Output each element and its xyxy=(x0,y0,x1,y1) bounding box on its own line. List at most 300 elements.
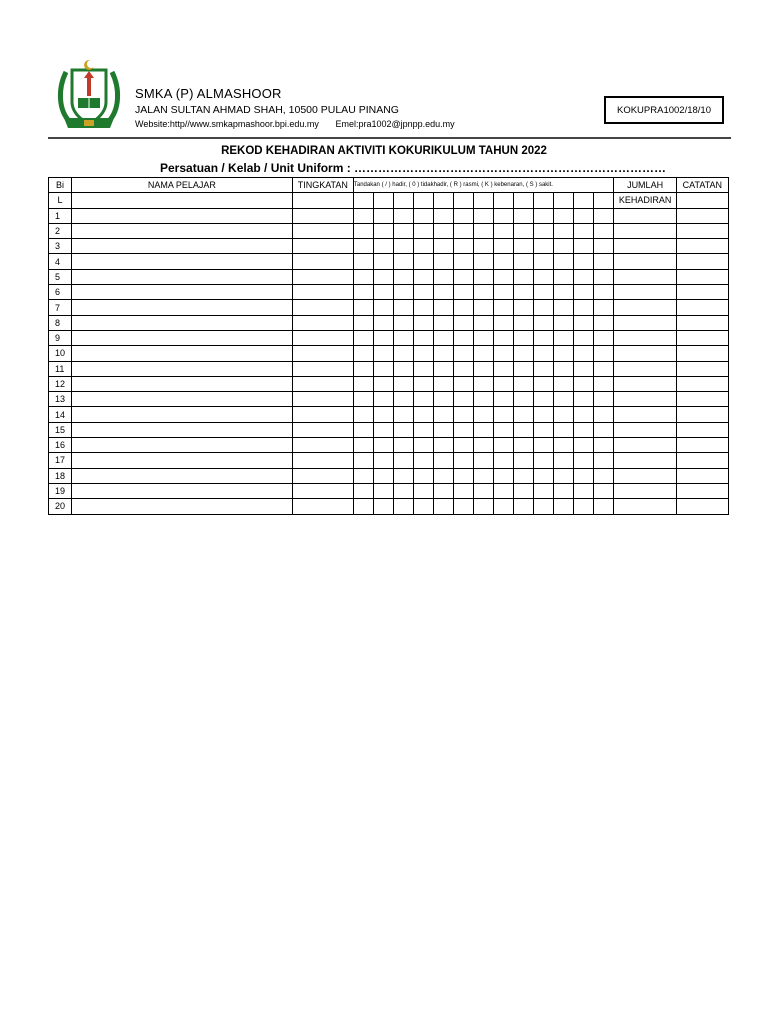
form-cell[interactable] xyxy=(292,254,353,269)
attendance-mark-cell[interactable] xyxy=(414,239,434,254)
attendance-mark-cell[interactable] xyxy=(554,315,574,330)
attendance-mark-cell[interactable] xyxy=(574,254,594,269)
attendance-mark-cell[interactable] xyxy=(454,453,474,468)
attendance-mark-cell[interactable] xyxy=(454,499,474,514)
attendance-mark-cell[interactable] xyxy=(454,254,474,269)
attendance-mark-cell[interactable] xyxy=(534,285,554,300)
attendance-mark-cell[interactable] xyxy=(514,361,534,376)
notes-cell[interactable] xyxy=(676,361,728,376)
attendance-mark-cell[interactable] xyxy=(434,407,454,422)
attendance-mark-cell[interactable] xyxy=(494,499,514,514)
student-name-cell[interactable] xyxy=(72,315,293,330)
attendance-mark-cell[interactable] xyxy=(373,468,393,483)
attendance-mark-cell[interactable] xyxy=(514,223,534,238)
attendance-mark-cell[interactable] xyxy=(554,453,574,468)
attendance-mark-cell[interactable] xyxy=(474,239,494,254)
attendance-mark-cell[interactable] xyxy=(434,346,454,361)
attendance-mark-cell[interactable] xyxy=(474,361,494,376)
attendance-mark-cell[interactable] xyxy=(454,392,474,407)
total-attendance-cell[interactable] xyxy=(614,468,676,483)
attendance-mark-cell[interactable] xyxy=(454,315,474,330)
attendance-mark-cell[interactable] xyxy=(494,407,514,422)
attendance-mark-cell[interactable] xyxy=(594,422,614,437)
attendance-mark-cell[interactable] xyxy=(474,422,494,437)
attendance-mark-cell[interactable] xyxy=(414,468,434,483)
attendance-mark-cell[interactable] xyxy=(393,285,413,300)
attendance-mark-cell[interactable] xyxy=(434,483,454,498)
attendance-mark-cell[interactable] xyxy=(414,392,434,407)
attendance-mark-cell[interactable] xyxy=(474,438,494,453)
attendance-mark-cell[interactable] xyxy=(353,300,373,315)
attendance-mark-cell[interactable] xyxy=(353,361,373,376)
attendance-mark-cell[interactable] xyxy=(494,239,514,254)
attendance-mark-cell[interactable] xyxy=(594,315,614,330)
attendance-mark-cell[interactable] xyxy=(434,330,454,345)
attendance-mark-cell[interactable] xyxy=(393,300,413,315)
student-name-cell[interactable] xyxy=(72,422,293,437)
attendance-mark-cell[interactable] xyxy=(393,315,413,330)
attendance-mark-cell[interactable] xyxy=(534,315,554,330)
attendance-mark-cell[interactable] xyxy=(373,483,393,498)
attendance-mark-cell[interactable] xyxy=(373,239,393,254)
form-cell[interactable] xyxy=(292,453,353,468)
attendance-mark-cell[interactable] xyxy=(534,223,554,238)
total-attendance-cell[interactable] xyxy=(614,346,676,361)
attendance-mark-cell[interactable] xyxy=(534,376,554,391)
attendance-mark-cell[interactable] xyxy=(414,346,434,361)
total-attendance-cell[interactable] xyxy=(614,483,676,498)
attendance-mark-cell[interactable] xyxy=(554,422,574,437)
attendance-mark-cell[interactable] xyxy=(373,315,393,330)
student-name-cell[interactable] xyxy=(72,300,293,315)
attendance-mark-cell[interactable] xyxy=(594,300,614,315)
attendance-mark-cell[interactable] xyxy=(574,315,594,330)
attendance-mark-cell[interactable] xyxy=(474,223,494,238)
attendance-mark-cell[interactable] xyxy=(594,468,614,483)
form-cell[interactable] xyxy=(292,223,353,238)
total-attendance-cell[interactable] xyxy=(614,438,676,453)
attendance-mark-cell[interactable] xyxy=(454,330,474,345)
attendance-mark-cell[interactable] xyxy=(554,483,574,498)
attendance-mark-cell[interactable] xyxy=(434,392,454,407)
attendance-mark-cell[interactable] xyxy=(434,376,454,391)
attendance-mark-cell[interactable] xyxy=(594,499,614,514)
attendance-mark-cell[interactable] xyxy=(393,346,413,361)
attendance-mark-cell[interactable] xyxy=(534,483,554,498)
attendance-mark-cell[interactable] xyxy=(393,223,413,238)
form-cell[interactable] xyxy=(292,499,353,514)
attendance-mark-cell[interactable] xyxy=(574,269,594,284)
attendance-mark-cell[interactable] xyxy=(373,300,393,315)
student-name-cell[interactable] xyxy=(72,376,293,391)
attendance-mark-cell[interactable] xyxy=(594,269,614,284)
attendance-mark-cell[interactable] xyxy=(534,208,554,223)
student-name-cell[interactable] xyxy=(72,499,293,514)
attendance-mark-cell[interactable] xyxy=(494,361,514,376)
attendance-mark-cell[interactable] xyxy=(534,407,554,422)
attendance-mark-cell[interactable] xyxy=(534,392,554,407)
attendance-mark-cell[interactable] xyxy=(414,361,434,376)
attendance-mark-cell[interactable] xyxy=(514,300,534,315)
attendance-mark-cell[interactable] xyxy=(554,438,574,453)
attendance-mark-cell[interactable] xyxy=(514,483,534,498)
attendance-mark-cell[interactable] xyxy=(353,239,373,254)
attendance-mark-cell[interactable] xyxy=(574,483,594,498)
attendance-mark-cell[interactable] xyxy=(534,453,554,468)
attendance-mark-cell[interactable] xyxy=(454,239,474,254)
form-cell[interactable] xyxy=(292,239,353,254)
attendance-mark-cell[interactable] xyxy=(434,499,454,514)
attendance-mark-cell[interactable] xyxy=(434,361,454,376)
attendance-mark-cell[interactable] xyxy=(554,330,574,345)
attendance-mark-cell[interactable] xyxy=(554,468,574,483)
attendance-mark-cell[interactable] xyxy=(474,254,494,269)
attendance-mark-cell[interactable] xyxy=(594,223,614,238)
student-name-cell[interactable] xyxy=(72,392,293,407)
attendance-mark-cell[interactable] xyxy=(534,300,554,315)
attendance-mark-cell[interactable] xyxy=(373,285,393,300)
attendance-mark-cell[interactable] xyxy=(554,499,574,514)
notes-cell[interactable] xyxy=(676,208,728,223)
attendance-mark-cell[interactable] xyxy=(554,361,574,376)
notes-cell[interactable] xyxy=(676,269,728,284)
attendance-mark-cell[interactable] xyxy=(434,208,454,223)
attendance-mark-cell[interactable] xyxy=(393,392,413,407)
attendance-mark-cell[interactable] xyxy=(574,438,594,453)
notes-cell[interactable] xyxy=(676,239,728,254)
attendance-mark-cell[interactable] xyxy=(594,407,614,422)
form-cell[interactable] xyxy=(292,407,353,422)
notes-cell[interactable] xyxy=(676,422,728,437)
attendance-mark-cell[interactable] xyxy=(414,315,434,330)
attendance-mark-cell[interactable] xyxy=(514,254,534,269)
attendance-mark-cell[interactable] xyxy=(534,422,554,437)
attendance-mark-cell[interactable] xyxy=(534,346,554,361)
form-cell[interactable] xyxy=(292,300,353,315)
attendance-mark-cell[interactable] xyxy=(494,300,514,315)
attendance-mark-cell[interactable] xyxy=(353,392,373,407)
attendance-mark-cell[interactable] xyxy=(414,499,434,514)
attendance-mark-cell[interactable] xyxy=(554,407,574,422)
attendance-mark-cell[interactable] xyxy=(393,330,413,345)
attendance-mark-cell[interactable] xyxy=(373,361,393,376)
attendance-mark-cell[interactable] xyxy=(353,422,373,437)
attendance-mark-cell[interactable] xyxy=(373,254,393,269)
attendance-mark-cell[interactable] xyxy=(373,392,393,407)
attendance-mark-cell[interactable] xyxy=(574,392,594,407)
attendance-mark-cell[interactable] xyxy=(514,468,534,483)
attendance-mark-cell[interactable] xyxy=(434,422,454,437)
notes-cell[interactable] xyxy=(676,330,728,345)
attendance-mark-cell[interactable] xyxy=(474,300,494,315)
attendance-mark-cell[interactable] xyxy=(414,223,434,238)
attendance-mark-cell[interactable] xyxy=(494,315,514,330)
total-attendance-cell[interactable] xyxy=(614,499,676,514)
student-name-cell[interactable] xyxy=(72,269,293,284)
student-name-cell[interactable] xyxy=(72,239,293,254)
attendance-mark-cell[interactable] xyxy=(373,453,393,468)
attendance-mark-cell[interactable] xyxy=(474,483,494,498)
attendance-mark-cell[interactable] xyxy=(574,361,594,376)
total-attendance-cell[interactable] xyxy=(614,315,676,330)
attendance-mark-cell[interactable] xyxy=(353,438,373,453)
attendance-mark-cell[interactable] xyxy=(353,407,373,422)
attendance-mark-cell[interactable] xyxy=(474,392,494,407)
attendance-mark-cell[interactable] xyxy=(414,438,434,453)
attendance-mark-cell[interactable] xyxy=(454,300,474,315)
student-name-cell[interactable] xyxy=(72,208,293,223)
attendance-mark-cell[interactable] xyxy=(474,468,494,483)
attendance-mark-cell[interactable] xyxy=(414,254,434,269)
attendance-mark-cell[interactable] xyxy=(534,330,554,345)
attendance-mark-cell[interactable] xyxy=(554,346,574,361)
attendance-mark-cell[interactable] xyxy=(353,468,373,483)
attendance-mark-cell[interactable] xyxy=(554,239,574,254)
attendance-mark-cell[interactable] xyxy=(474,346,494,361)
total-attendance-cell[interactable] xyxy=(614,208,676,223)
attendance-mark-cell[interactable] xyxy=(514,285,534,300)
attendance-mark-cell[interactable] xyxy=(353,285,373,300)
attendance-mark-cell[interactable] xyxy=(414,376,434,391)
attendance-mark-cell[interactable] xyxy=(574,422,594,437)
notes-cell[interactable] xyxy=(676,483,728,498)
attendance-mark-cell[interactable] xyxy=(514,330,534,345)
attendance-mark-cell[interactable] xyxy=(494,453,514,468)
attendance-mark-cell[interactable] xyxy=(514,208,534,223)
attendance-mark-cell[interactable] xyxy=(353,330,373,345)
attendance-mark-cell[interactable] xyxy=(393,468,413,483)
form-cell[interactable] xyxy=(292,315,353,330)
attendance-mark-cell[interactable] xyxy=(393,361,413,376)
attendance-mark-cell[interactable] xyxy=(353,315,373,330)
attendance-mark-cell[interactable] xyxy=(594,392,614,407)
notes-cell[interactable] xyxy=(676,300,728,315)
attendance-mark-cell[interactable] xyxy=(454,361,474,376)
student-name-cell[interactable] xyxy=(72,407,293,422)
attendance-mark-cell[interactable] xyxy=(434,269,454,284)
attendance-mark-cell[interactable] xyxy=(554,269,574,284)
attendance-mark-cell[interactable] xyxy=(393,483,413,498)
total-attendance-cell[interactable] xyxy=(614,239,676,254)
attendance-mark-cell[interactable] xyxy=(454,438,474,453)
attendance-mark-cell[interactable] xyxy=(434,468,454,483)
attendance-mark-cell[interactable] xyxy=(514,438,534,453)
attendance-mark-cell[interactable] xyxy=(494,483,514,498)
attendance-mark-cell[interactable] xyxy=(353,223,373,238)
attendance-mark-cell[interactable] xyxy=(454,269,474,284)
attendance-mark-cell[interactable] xyxy=(514,453,534,468)
attendance-mark-cell[interactable] xyxy=(454,407,474,422)
student-name-cell[interactable] xyxy=(72,330,293,345)
attendance-mark-cell[interactable] xyxy=(373,346,393,361)
attendance-mark-cell[interactable] xyxy=(574,239,594,254)
form-cell[interactable] xyxy=(292,208,353,223)
student-name-cell[interactable] xyxy=(72,254,293,269)
attendance-mark-cell[interactable] xyxy=(393,269,413,284)
attendance-mark-cell[interactable] xyxy=(474,285,494,300)
attendance-mark-cell[interactable] xyxy=(414,453,434,468)
attendance-mark-cell[interactable] xyxy=(494,269,514,284)
attendance-mark-cell[interactable] xyxy=(393,407,413,422)
attendance-mark-cell[interactable] xyxy=(414,330,434,345)
attendance-mark-cell[interactable] xyxy=(393,453,413,468)
attendance-mark-cell[interactable] xyxy=(514,315,534,330)
attendance-mark-cell[interactable] xyxy=(514,269,534,284)
attendance-mark-cell[interactable] xyxy=(594,330,614,345)
attendance-mark-cell[interactable] xyxy=(594,239,614,254)
attendance-mark-cell[interactable] xyxy=(494,346,514,361)
attendance-mark-cell[interactable] xyxy=(353,376,373,391)
student-name-cell[interactable] xyxy=(72,453,293,468)
attendance-mark-cell[interactable] xyxy=(393,438,413,453)
attendance-mark-cell[interactable] xyxy=(554,300,574,315)
attendance-mark-cell[interactable] xyxy=(494,438,514,453)
attendance-mark-cell[interactable] xyxy=(414,285,434,300)
total-attendance-cell[interactable] xyxy=(614,376,676,391)
attendance-mark-cell[interactable] xyxy=(373,223,393,238)
attendance-mark-cell[interactable] xyxy=(534,361,554,376)
attendance-mark-cell[interactable] xyxy=(474,499,494,514)
attendance-mark-cell[interactable] xyxy=(373,330,393,345)
form-cell[interactable] xyxy=(292,422,353,437)
attendance-mark-cell[interactable] xyxy=(373,422,393,437)
total-attendance-cell[interactable] xyxy=(614,254,676,269)
attendance-mark-cell[interactable] xyxy=(574,453,594,468)
attendance-mark-cell[interactable] xyxy=(454,285,474,300)
student-name-cell[interactable] xyxy=(72,285,293,300)
attendance-mark-cell[interactable] xyxy=(494,285,514,300)
attendance-mark-cell[interactable] xyxy=(574,330,594,345)
attendance-mark-cell[interactable] xyxy=(574,376,594,391)
attendance-mark-cell[interactable] xyxy=(434,254,454,269)
attendance-mark-cell[interactable] xyxy=(514,239,534,254)
attendance-mark-cell[interactable] xyxy=(514,499,534,514)
notes-cell[interactable] xyxy=(676,407,728,422)
attendance-mark-cell[interactable] xyxy=(534,438,554,453)
total-attendance-cell[interactable] xyxy=(614,392,676,407)
attendance-mark-cell[interactable] xyxy=(393,208,413,223)
form-cell[interactable] xyxy=(292,285,353,300)
attendance-mark-cell[interactable] xyxy=(594,346,614,361)
attendance-mark-cell[interactable] xyxy=(393,376,413,391)
attendance-mark-cell[interactable] xyxy=(454,468,474,483)
form-cell[interactable] xyxy=(292,468,353,483)
attendance-mark-cell[interactable] xyxy=(474,407,494,422)
form-cell[interactable] xyxy=(292,392,353,407)
attendance-mark-cell[interactable] xyxy=(434,285,454,300)
attendance-mark-cell[interactable] xyxy=(594,438,614,453)
attendance-mark-cell[interactable] xyxy=(414,300,434,315)
student-name-cell[interactable] xyxy=(72,223,293,238)
attendance-mark-cell[interactable] xyxy=(574,208,594,223)
student-name-cell[interactable] xyxy=(72,361,293,376)
form-cell[interactable] xyxy=(292,330,353,345)
attendance-mark-cell[interactable] xyxy=(494,208,514,223)
attendance-mark-cell[interactable] xyxy=(514,422,534,437)
form-cell[interactable] xyxy=(292,376,353,391)
total-attendance-cell[interactable] xyxy=(614,361,676,376)
attendance-mark-cell[interactable] xyxy=(514,407,534,422)
attendance-mark-cell[interactable] xyxy=(514,392,534,407)
attendance-mark-cell[interactable] xyxy=(373,499,393,514)
attendance-mark-cell[interactable] xyxy=(514,376,534,391)
attendance-mark-cell[interactable] xyxy=(373,208,393,223)
attendance-mark-cell[interactable] xyxy=(474,453,494,468)
attendance-mark-cell[interactable] xyxy=(554,223,574,238)
attendance-mark-cell[interactable] xyxy=(594,254,614,269)
attendance-mark-cell[interactable] xyxy=(434,239,454,254)
notes-cell[interactable] xyxy=(676,223,728,238)
form-cell[interactable] xyxy=(292,346,353,361)
attendance-mark-cell[interactable] xyxy=(353,483,373,498)
attendance-mark-cell[interactable] xyxy=(594,483,614,498)
notes-cell[interactable] xyxy=(676,392,728,407)
attendance-mark-cell[interactable] xyxy=(373,376,393,391)
attendance-mark-cell[interactable] xyxy=(373,438,393,453)
attendance-mark-cell[interactable] xyxy=(454,223,474,238)
total-attendance-cell[interactable] xyxy=(614,422,676,437)
attendance-mark-cell[interactable] xyxy=(414,483,434,498)
notes-cell[interactable] xyxy=(676,285,728,300)
attendance-mark-cell[interactable] xyxy=(494,422,514,437)
attendance-mark-cell[interactable] xyxy=(574,346,594,361)
total-attendance-cell[interactable] xyxy=(614,223,676,238)
attendance-mark-cell[interactable] xyxy=(393,239,413,254)
student-name-cell[interactable] xyxy=(72,438,293,453)
attendance-mark-cell[interactable] xyxy=(494,330,514,345)
attendance-mark-cell[interactable] xyxy=(594,208,614,223)
attendance-mark-cell[interactable] xyxy=(534,254,554,269)
student-name-cell[interactable] xyxy=(72,346,293,361)
attendance-mark-cell[interactable] xyxy=(574,300,594,315)
attendance-mark-cell[interactable] xyxy=(494,254,514,269)
total-attendance-cell[interactable] xyxy=(614,285,676,300)
attendance-mark-cell[interactable] xyxy=(534,468,554,483)
attendance-mark-cell[interactable] xyxy=(454,346,474,361)
attendance-mark-cell[interactable] xyxy=(353,208,373,223)
attendance-mark-cell[interactable] xyxy=(494,223,514,238)
attendance-mark-cell[interactable] xyxy=(554,285,574,300)
attendance-mark-cell[interactable] xyxy=(353,269,373,284)
attendance-mark-cell[interactable] xyxy=(474,330,494,345)
notes-cell[interactable] xyxy=(676,254,728,269)
form-cell[interactable] xyxy=(292,361,353,376)
notes-cell[interactable] xyxy=(676,499,728,514)
attendance-mark-cell[interactable] xyxy=(414,269,434,284)
total-attendance-cell[interactable] xyxy=(614,300,676,315)
attendance-mark-cell[interactable] xyxy=(494,468,514,483)
attendance-mark-cell[interactable] xyxy=(574,468,594,483)
attendance-mark-cell[interactable] xyxy=(353,254,373,269)
attendance-mark-cell[interactable] xyxy=(554,208,574,223)
form-cell[interactable] xyxy=(292,483,353,498)
student-name-cell[interactable] xyxy=(72,468,293,483)
attendance-mark-cell[interactable] xyxy=(434,315,454,330)
student-name-cell[interactable] xyxy=(72,483,293,498)
attendance-mark-cell[interactable] xyxy=(594,453,614,468)
attendance-mark-cell[interactable] xyxy=(474,376,494,391)
notes-cell[interactable] xyxy=(676,315,728,330)
attendance-mark-cell[interactable] xyxy=(414,407,434,422)
notes-cell[interactable] xyxy=(676,346,728,361)
attendance-mark-cell[interactable] xyxy=(554,376,574,391)
total-attendance-cell[interactable] xyxy=(614,330,676,345)
form-cell[interactable] xyxy=(292,269,353,284)
notes-cell[interactable] xyxy=(676,438,728,453)
attendance-mark-cell[interactable] xyxy=(534,499,554,514)
total-attendance-cell[interactable] xyxy=(614,453,676,468)
attendance-mark-cell[interactable] xyxy=(554,254,574,269)
